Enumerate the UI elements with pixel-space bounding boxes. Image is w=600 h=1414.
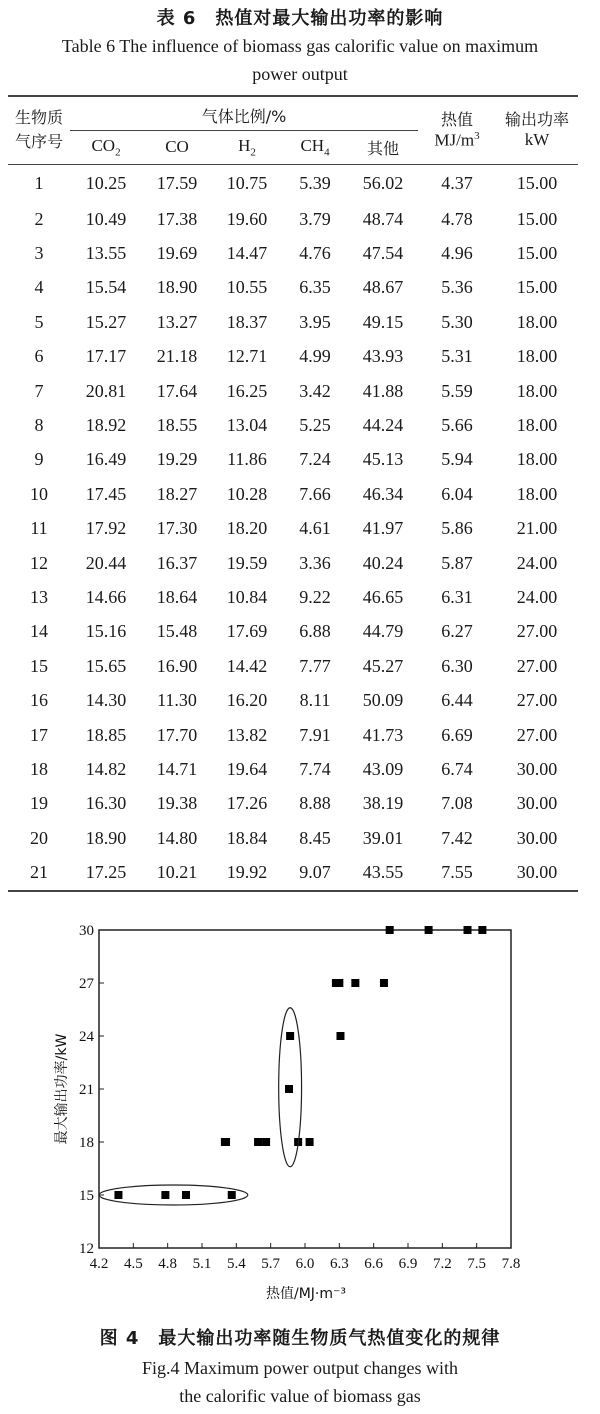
table-cell: 19.29 [156,449,198,470]
table-cell: 27.00 [516,621,558,642]
table-cell: 20.44 [85,552,127,573]
y-tick-label: 30 [79,923,94,939]
header-power: 输出功率 [504,110,569,129]
table-cell: 7.77 [299,655,331,676]
table-cell: 15.54 [85,277,127,298]
data-point [285,1085,293,1093]
table-cell: 7.24 [299,449,331,470]
table-cell: 15.00 [516,172,558,193]
header-co: CO [165,137,189,156]
table-cell: 8.88 [299,793,331,814]
data-point [286,1032,294,1040]
table-cell: 15.16 [85,621,127,642]
data-point [228,1191,236,1199]
data-point [222,1138,230,1146]
data-point [254,1138,262,1146]
y-tick-label: 15 [79,1188,94,1204]
table-cell: 4.61 [299,518,331,539]
table-cell: 19.92 [226,862,268,883]
table-cell: 16.30 [85,793,127,814]
data-point [262,1138,270,1146]
table-cell: 13.55 [85,243,127,264]
table-cell: 10.75 [226,172,268,193]
table-cell: 14.66 [85,586,127,607]
table-cell: 18.27 [156,483,198,504]
table-cell: 13.04 [226,415,268,436]
table-row [8,752,578,786]
table-caption-zh: 表 6 热值对最大输出功率的影响 [156,8,444,29]
data-points [114,926,486,1199]
table-row [8,408,578,442]
table-cell: 8.11 [299,690,331,711]
table-cell: 41.73 [362,724,404,745]
table-cell: 19.59 [226,552,268,573]
table-cell: 3.42 [299,380,331,401]
header-gas-group: 气体比例/% [70,96,418,130]
table-cell: 12.71 [226,346,268,367]
table-cell: 14.71 [156,758,198,779]
table-cell: 13.27 [156,311,198,332]
table-cell: 5.25 [299,415,331,436]
table-cell: 17.17 [85,346,127,367]
table-cell: 17.69 [226,621,268,642]
table-cell: 5.94 [441,449,473,470]
table-cell: 47.54 [362,243,404,264]
table-cell: 14.47 [226,243,268,264]
table-cell: 15.00 [516,243,558,264]
table-row [8,649,578,683]
table-cell: 39.01 [362,827,404,848]
table-cell: 30.00 [516,793,558,814]
table-cell: 17.64 [156,380,198,401]
table-cell: 7.66 [299,483,331,504]
table-cell: 17.30 [156,518,198,539]
table-cell: 10 [30,483,48,504]
x-tick-label: 6.3 [329,1256,349,1272]
table-cell: 10.28 [226,483,268,504]
data-point [351,979,359,987]
data-point [380,979,388,987]
table-cell: 11.30 [157,690,197,711]
table-row [8,443,578,477]
table-cell: 17.25 [85,862,127,883]
table-cell: 6.30 [441,655,473,676]
table-cell: 41.97 [362,518,404,539]
x-tick-label: 4.5 [123,1256,143,1272]
table-cell: 3.95 [299,311,331,332]
table-cell: 6.35 [299,277,331,298]
table-cell: 20 [30,827,48,848]
table-row [8,271,578,305]
table-cell: 18.90 [156,277,198,298]
table-cell: 9 [34,449,44,470]
table-cell: 15 [30,655,48,676]
table-cell: 15.00 [516,208,558,229]
table-cell: 5.30 [441,311,473,332]
table-row [8,236,578,270]
y-tick-label: 24 [79,1029,94,1045]
table-cell: 3.79 [299,208,331,229]
table-cell: 18.00 [516,449,558,470]
table-row [8,164,578,202]
x-tick-label: 6.6 [364,1256,384,1272]
table-cell: 7.74 [299,758,331,779]
table-cell: 3.36 [299,552,331,573]
table-cell: 7.91 [299,724,331,745]
table-cell: 41.88 [362,380,404,401]
table-cell: 4.76 [299,243,331,264]
x-tick-label: 6.9 [398,1256,418,1272]
table-cell: 17.45 [85,483,127,504]
x-tick-label: 4.8 [158,1256,178,1272]
table-cell: 19.38 [156,793,198,814]
table-cell: 44.24 [362,415,404,436]
table-cell: 17.26 [226,793,268,814]
table-cell: 1 [34,172,44,193]
header-seq: 生物质气序号 [14,108,63,152]
header-heat: 热值 [440,110,473,129]
table-cell: 40.24 [362,552,404,573]
table-cell: 18.00 [516,415,558,436]
table-caption-en: Table 6 The influence of biomass gas calorific value on maximum power output [61,36,539,84]
table-cell: 18.85 [85,724,127,745]
x-tick-label: 7.5 [467,1256,487,1272]
table-cell: 4.78 [441,208,473,229]
table-cell: 18.00 [516,346,558,367]
y-axis-title: 最大输出功率/kW [54,1033,70,1145]
table-cell: 9.22 [299,586,331,607]
data-point [425,926,433,934]
table-cell: 19 [30,793,48,814]
table-cell: 13 [30,586,48,607]
table-cell: 18.37 [226,311,268,332]
table-row [8,374,578,408]
table-cell: 16.25 [226,380,268,401]
table-cell: 6.74 [441,758,473,779]
table-cell: 6.44 [441,690,473,711]
data-point [336,1032,344,1040]
table-cell: 6.27 [441,621,473,642]
y-tick-label: 18 [79,1135,94,1151]
table-cell: 50.09 [362,690,404,711]
table-cell: 5.36 [441,277,473,298]
table-cell: 15.65 [85,655,127,676]
table-row [8,477,578,511]
y-tick-label: 21 [79,1082,94,1098]
table-row [8,202,578,236]
table-cell: 18.20 [226,518,268,539]
table-cell: 2 [34,208,44,229]
data-point [306,1138,314,1146]
table-cell: 16.49 [85,449,127,470]
table-cell: 38.19 [362,793,404,814]
table-cell: 56.02 [362,172,404,193]
table-row [8,855,578,890]
table-cell: 16.20 [226,690,268,711]
table-cell: 8 [34,415,44,436]
table-cell: 17.59 [156,172,198,193]
y-tick-label: 27 [79,976,94,992]
header-h2: $H_2$ [238,135,256,159]
plot-frame [99,930,511,1248]
table-cell: 5.66 [441,415,473,436]
table-cell: 7 [34,380,44,401]
table-cell: 17 [30,724,48,745]
table-cell: 17.92 [85,518,127,539]
table-cell: 6.31 [441,586,473,607]
table-row [8,615,578,649]
table-cell: 7.55 [441,862,473,883]
table-row [8,512,578,546]
table-cell: 3 [34,243,44,264]
table-cell: 15.27 [85,311,127,332]
data-point [161,1191,169,1199]
table-cell: 18.84 [226,827,268,848]
table-cell: 16 [30,690,48,711]
table-cell: 21.18 [156,346,198,367]
table-cell: 14.82 [85,758,127,779]
x-tick-label: 6.0 [295,1256,315,1272]
table-cell: 6.69 [441,724,473,745]
x-tick-label: 4.2 [89,1256,109,1272]
table-row [8,821,578,855]
data-point [386,926,394,934]
table-cell: 4.37 [441,172,473,193]
table-cell: 44.79 [362,621,404,642]
header-other: 其他 [366,138,399,158]
table-cell: 45.27 [362,655,404,676]
table-cell: 15.48 [156,621,198,642]
data-point [182,1191,190,1199]
table-cell: 30.00 [516,758,558,779]
table-cell: 21.00 [516,518,558,539]
table-cell: 4 [34,277,44,298]
data-point [335,979,343,987]
table-cell: 8.45 [299,827,331,848]
table-cell: 18.92 [85,415,127,436]
annotations [99,1008,302,1205]
header-co2: $CO_2$ [91,135,121,159]
table-cell: 17.70 [156,724,198,745]
table-cell: 48.67 [362,277,404,298]
table-row [8,683,578,717]
x-tick-label: 5.1 [192,1256,212,1272]
table-cell: 5.86 [441,518,473,539]
table-row [8,305,578,339]
table-cell: 14.30 [85,690,127,711]
table-cell: 14.42 [226,655,268,676]
table-cell: 14 [30,621,48,642]
table-cell: 16.90 [156,655,198,676]
data-point [464,926,472,934]
table-cell: 5.59 [441,380,473,401]
table-cell: 27.00 [516,724,558,745]
table-cell: 46.65 [362,586,404,607]
table-cell: 7.42 [441,827,473,848]
table-cell: 10.21 [156,862,198,883]
table-cell: 43.09 [362,758,404,779]
table-cell: 19.69 [156,243,198,264]
table-cell: 19.60 [226,208,268,229]
table-cell: 18.00 [516,483,558,504]
table-cell: 18.00 [516,380,558,401]
table-cell: 49.15 [362,311,404,332]
table-cell: 5.31 [441,346,473,367]
table-cell: 27.00 [516,690,558,711]
table-cell: 10.49 [85,208,127,229]
table-cell: 17.38 [156,208,198,229]
table-cell: 4.99 [299,346,331,367]
data-point [478,926,486,934]
table-cell: 18.64 [156,586,198,607]
table-cell: 14.80 [156,827,198,848]
table-cell: 5.39 [299,172,331,193]
y-axis-ticks [79,923,104,1257]
table-cell: 20.81 [85,380,127,401]
table-row [8,580,578,614]
table-cell: 43.93 [362,346,404,367]
table-cell: 5 [34,311,44,332]
header-power-unit: kW [524,130,550,149]
x-tick-label: 7.2 [432,1256,452,1272]
table-cell: 24.00 [516,552,558,573]
header-ch4: $CH_4$ [300,135,330,159]
table-row [8,340,578,374]
table-cell: 6 [34,346,44,367]
table-cell: 6.04 [441,483,473,504]
table-cell: 48.74 [362,208,404,229]
table-cell: 9.07 [299,862,331,883]
table-row [8,718,578,752]
table-cell: 18.90 [85,827,127,848]
table-cell: 18.00 [516,311,558,332]
table-cell: 27.00 [516,655,558,676]
table-cell: 10.25 [85,172,127,193]
figure-caption-en-line-1: Fig.4 Maximum power output changes with [142,1358,458,1378]
table-row [8,546,578,580]
table-cell: 19.64 [226,758,268,779]
x-axis-title: 热值/MJ·m⁻³ [265,1286,347,1302]
x-tick-label: 5.4 [226,1256,246,1272]
table-cell: 10.55 [226,277,268,298]
scatter-chart [0,905,600,1315]
table-cell: 11 [30,518,48,539]
figure-caption-zh: 图 4 最大输出功率随生物质气热值变化的规律 [99,1328,501,1349]
table-row [8,787,578,821]
x-tick-label: 7.8 [501,1256,521,1272]
table-cell: 21 [30,862,48,883]
table-cell: 18 [30,758,48,779]
table-cell: 11.86 [227,449,267,470]
data-table [8,95,578,892]
table-body [8,164,578,891]
table-cell: 4.96 [441,243,473,264]
table-cell: 30.00 [516,827,558,848]
figure-caption-en-line-2: the calorific value of biomass gas [179,1386,421,1406]
x-tick-label: 5.7 [261,1256,281,1272]
table-cell: 10.84 [226,586,268,607]
y-tick-label: 12 [79,1241,94,1257]
table-cell: 30.00 [516,862,558,883]
table-cell: 12 [30,552,48,573]
header-heat-unit: $MJ/m^3$ [434,130,480,150]
table-cell: 7.08 [441,793,473,814]
table-cell: 16.37 [156,552,198,573]
data-point [114,1191,122,1199]
table-cell: 43.55 [362,862,404,883]
table-cell: 45.13 [362,449,404,470]
figure-caption-en [0,1354,600,1410]
table-cell: 18.55 [156,415,198,436]
table-cell: 46.34 [362,483,404,504]
table-cell: 13.82 [226,724,268,745]
table-cell: 24.00 [516,586,558,607]
table-cell: 6.88 [299,621,331,642]
table-cell: 15.00 [516,277,558,298]
table-cell: 5.87 [441,552,473,573]
